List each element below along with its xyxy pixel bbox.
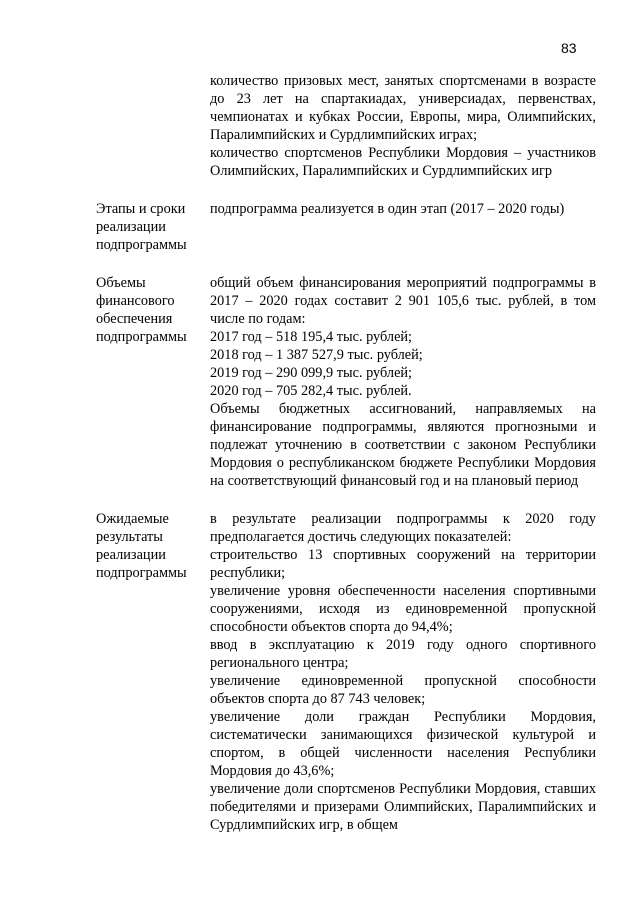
section-body [210,200,596,254]
section-body [210,274,596,490]
section-label [96,72,210,180]
section-paragraph: 2019 год – 290 099,9 тыс. рублей; [210,365,413,381]
section-paragraph: подпрограмма реализуется в один этап (2017 – 2020 годы) [210,201,565,217]
section-label: Ожидаемые результаты реализации подпрограммы [96,511,187,581]
section-label: Объемы финансового обеспечения подпрограммы [96,275,187,345]
section-paragraph: в результате реализации подпрограммы к 2020 году предполагается достичь следующих показателей: [210,511,596,545]
section-paragraph: увеличение доли спортсменов Республики Мордовия, ставших победителями и призерами Олимпийских, Паралимпийских и Сурдлимпийских игр, в общем [210,781,596,833]
section-paragraph: строительство 13 спортивных сооружений на территории республики; [210,547,596,581]
passport-table [96,72,596,834]
section-paragraph: 2018 год – 1 387 527,9 тыс. рублей; [210,347,423,363]
section-results [96,510,596,834]
section-paragraph: 2017 год – 518 195,4 тыс. рублей; [210,329,413,345]
section-body [210,72,596,180]
section-paragraph: увеличение единовременной пропускной способности объектов спорта до 87 743 человек; [210,673,596,707]
section-paragraph: увеличение доли граждан Республики Мордовия, систематически занимающихся физической культурой и спортом, в общей численности населения Республики Мордовия до 43,6%; [210,709,596,779]
section-paragraph: ввод в эксплуатацию к 2019 году одного спортивного регионального центра; [210,637,596,671]
section-paragraph: Объемы бюджетных ассигнований, направляемых на финансирование подпрограммы, являются прогнозными и подлежат уточнению в соответствии с законом Республики Мордовия о республиканском бюджете Республики Мордовия на соответствующий финансовый год и на плановый период [210,401,596,489]
section-label: Этапы и сроки реализации подпрограммы [96,201,187,253]
section-paragraph: количество призовых мест, занятых спортсменами в возрасте до 23 лет на спартакиадах, универсиадах, первенствах, чемпионатах и кубках России, Европы, мира, Олимпийских, Паралимпийских и Сурдлимпийских играх; [210,73,596,143]
section-paragraph: количество спортсменов Республики Мордовия – участников Олимпийских, Паралимпийских и Сурдлимпийских игр [210,145,596,179]
section-paragraph: 2020 год – 705 282,4 тыс. рублей. [210,383,412,399]
section-paragraph: общий объем финансирования мероприятий подпрограммы в 2017 – 2020 годах составит 2 901 105,6 тыс. рублей, в том числе по годам: [210,275,596,327]
section-continuation [96,72,596,180]
section-paragraph: увеличение уровня обеспеченности населения спортивными сооружениями, исходя из единовременной пропускной способности объектов спорта до 94,4%; [210,583,596,635]
section-stages [96,200,596,254]
section-funding [96,274,596,490]
page-number: 83 [561,40,577,56]
section-body [210,510,596,834]
